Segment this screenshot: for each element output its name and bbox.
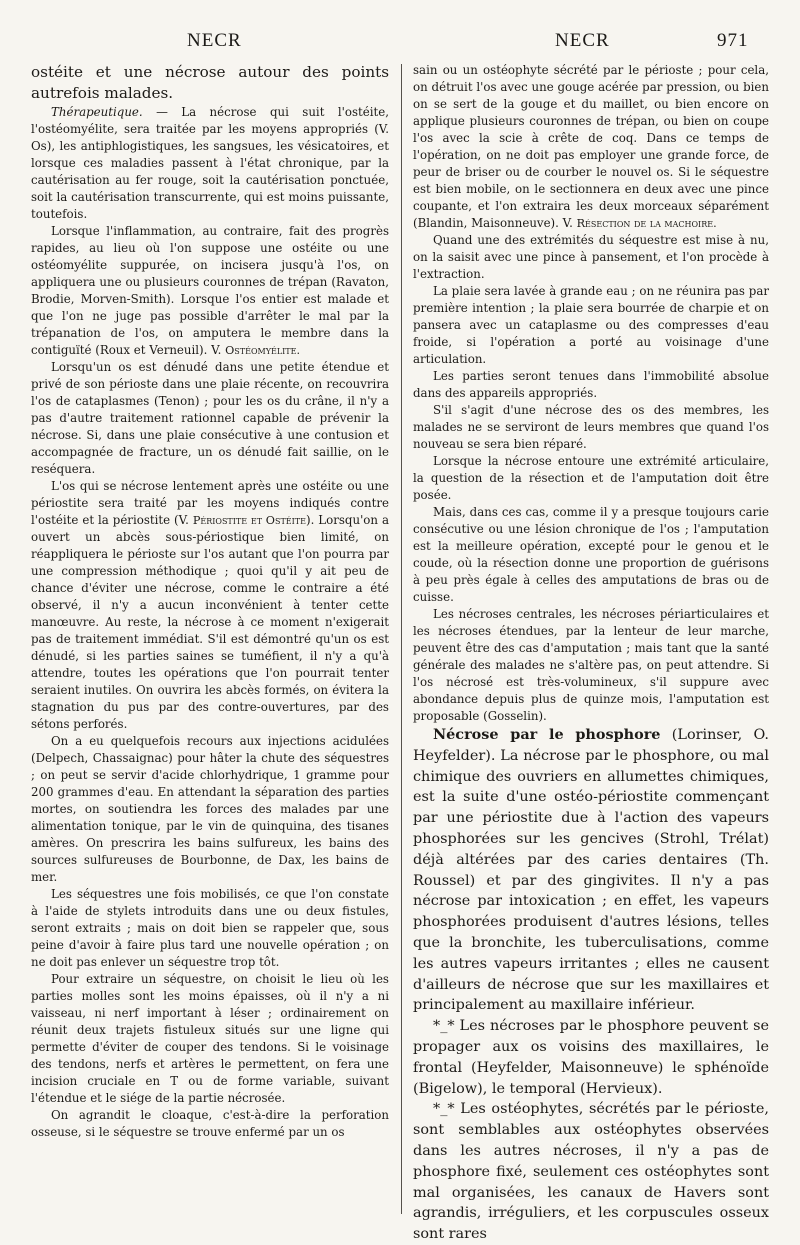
cross-reference: Ostéomyélite. (225, 344, 301, 358)
paragraph (413, 62, 769, 232)
paragraph-text: L'os qui se nécrose lentement après une ostéite ou une périostite sera traité par les moyens indiqués contre l'ostéite et la périostite (V. (31, 479, 389, 528)
running-header (0, 30, 800, 60)
entry-heading: Nécrose par le phosphore (433, 726, 661, 743)
paragraph-text: ). Lorsqu'on a ouvert un abcès sous-périostique bien limité, on réappliquera le périoste sur l'os autant que l'on pourra par une compression méthodique ; quoi qu'il y ait peu de chance d'éviter une nécrose, comme le contraire a été observé, il n'y a aucun inconvénient à tenter cette manœuvre. Au reste, la nécrose à ce moment n'exigerait pas de traitement immédiat. S'il est démontré qu'un os est dénudé, si les parties saines se tuméfient, il n'y a qu'à attendre, toutes les opérations que l'on pourrait tenter seraient inutiles. On ouvrira les abcès formés, on évitera la stagnation du pus par des contre-ouvertures, par des sétons perforés. (31, 513, 389, 732)
page-number: 971 (717, 30, 749, 51)
paragraph: Les nécroses centrales, les nécroses périarticulaires et les nécroses étendues, par la lenteur de leur marche, peuvent être des cas d'amputation ; mais tant que la santé générale des malades ne s'altère pas, on peut attendre. Si l'os nécrosé est très-volumineux, s'il suppure avec abondance depuis plus de quinze mois, l'amputation est proposable (Gosselin). (413, 607, 769, 723)
paragraph: Lorsqu'un os est dénudé dans une petite étendue et privé de son périoste dans une plaie récente, on recouvrira l'os de cataplasmes (Tenon) ; pour les os du crâne, il n'y a pas d'autre traitement rationnel capable de prévenir la nécrose. Si, dans une plaie consécutive à une contusion et accompagnée de fracture, un os dénudé fait saillie, on le reséquera. (31, 360, 389, 477)
paragraph-text: (Lorinser, O. Heyfelder). La nécrose par le phosphore, ou mal chimique des ouvriers en allumettes chimiques, est la suite d'une ostéo-périostite commençant par une périostite due à l'action des vapeurs phosphorées sur les gencives (Strohl, Trélat) déjà altérées par des caries dentaires (Th. Roussel) et par des gingivites. Il n'y a pas nécrose par intoxication ; en effet, les vapeurs phosphorées produisent d'autres lésions, telles que la bronchite, les tuberculisations, comme les autres vapeurs irritantes ; elles ne causent d'ailleurs de nécrose que sur les maxillaires et principalement au maxillaire inférieur. (413, 727, 769, 1014)
paragraph: Lorsque la nécrose entoure une extrémité articulaire, la question de la résection et de l'amputation doit être posée. (413, 454, 769, 502)
cross-reference: Périostite et Ostéite (192, 514, 306, 528)
paragraph: ostéite et une nécrose autour des points autrefois malades. (31, 63, 389, 103)
paragraph (31, 223, 389, 359)
paragraph-text: — La nécrose qui suit l'ostéite, l'ostéomyélite, sera traitée par les moyens appropriés (V. Os), les antiphlogistiques, les sangsues, les vésicatoires, et lorsque ces maladies passent à l'état chronique, par la cautérisation au fer rouge, soit la cautérisation ponctuée, soit la cautérisation transcurrente, qui est moins puissante, toutefois. (31, 105, 389, 222)
header-center-word: NECR (555, 30, 610, 51)
left-column (31, 62, 389, 1214)
section-label: Thérapeutique. (51, 105, 143, 120)
paragraph (413, 725, 769, 1016)
paragraph: Pour extraire un séquestre, on choisit le lieu où les parties molles sont les moins épaisses, où il n'y a ni vaisseau, ni nerf important à léser ; ordinairement on réunit deux trajets fistuleux situés sur une ligne qui permette d'éviter de couper des tendons. Si le voisinage des tendons, nerfs et artères le permettent, on fera une incision cruciale en T ou de forme variable, suivant l'étendue et le siége de la partie nécrosée. (31, 972, 389, 1106)
right-column (413, 62, 769, 1243)
paragraph: Quand une des extrémités du séquestre est mise à nu, on la saisit avec une pince à pansement, et l'on procède à l'extraction. (413, 233, 769, 281)
cross-reference: Résection de la machoire. (576, 217, 717, 230)
paragraph: *_* Les ostéophytes, sécrétés par le périoste, sont semblables aux ostéophytes observées dans les autres nécroses, il n'y a pas de phosphore fixé, seulement ces ostéophytes sont mal organisées, les canaux de Havers sont agrandis, irréguliers, et les corpuscules osseux sont rares (413, 1101, 769, 1243)
paragraph: Les parties seront tenues dans l'immobilité absolue dans des appareils appropriés. (413, 369, 769, 400)
paragraph-text: Lorsque l'inflammation, au contraire, fait des progrès rapides, au lieu où l'on suppose une ostéite ou une ostéomyélite suppurée, on incisera jusqu'à l'os, on appliquera une ou plusieurs couronnes de trépan (Ravaton, Brodie, Morven-Smith). Lorsque l'os entier est malade et que l'on ne juge pas possible d'arrêter le mal par la trépanation de l'os, on amputera le membre dans la contiguïté (Roux et Verneuil). V. (31, 224, 389, 358)
paragraph (31, 104, 389, 223)
paragraph: On a eu quelquefois recours aux injections acidulées (Delpech, Chassaignac) pour hâter la chute des séquestres ; on peut se servir d'acide chlorhydrique, 1 gramme pour 200 grammes d'eau. En attendant la séparation des parties mortes, on soutiendra les forces des malades par une alimentation tonique, par le vin de quinquina, des tisanes amères. On prescrira les bains sulfureux, les bains des sources sulfureuses de Bourbonne, de Dax, les bains de mer. (31, 734, 389, 885)
paragraph-text: sain ou un ostéophyte sécrété par le périoste ; pour cela, on détruit l'os avec une gouge acérée par pression, ou bien on se sert de la gouge et du maillet, ou bien encore on applique plusieurs couronnes de trépan, ou bien on coupe l'os avec la scie à crête de coq. Dans ce temps de l'opération, on ne doit pas employer une grande force, de peur de briser ou de courber le nouvel os. Si le séquestre est bien mobile, on le sectionnera en deux avec une pince coupante, et l'on extraira les deux morceaux séparément (Blandin, Maisonneuve). V. (413, 63, 769, 230)
paragraph: On agrandit le cloaque, c'est-à-dire la perforation osseuse, si le séquestre se trouve enfermé par un os (31, 1108, 389, 1140)
paragraph: Les séquestres une fois mobilisés, ce que l'on constate à l'aide de stylets introduits dans une ou deux fistules, seront extraits ; mais on doit bien se rappeler que, sous peine d'avoir à faire plus tard une nouvelle opération ; on ne doit pas enlever un séquestre trop tôt. (31, 887, 389, 970)
paragraph: Mais, dans ces cas, comme il y a presque toujours carie consécutive ou une lésion chronique de l'os ; l'amputation est la meilleure opération, excepté pour le genou et le coude, où la résection donne une proportion de guérisons à peu près égale à celles des amputations de bras ou de cuisse. (413, 505, 769, 604)
paragraph (31, 478, 389, 733)
paragraph: La plaie sera lavée à grande eau ; on ne réunira pas par première intention ; la plaie sera bourrée de charpie et on pansera avec un cataplasme ou des compresses d'eau froide, si l'opération a porté au voisinage d'une articulation. (413, 284, 769, 366)
column-divider (401, 64, 402, 1214)
paragraph: *_* Les nécroses par le phosphore peuvent se propager aux os voisins des maxillaires, le frontal (Heyfelder, Maisonneuve) le sphénoïde (Bigelow), le temporal (Hervieux). (413, 1018, 769, 1097)
paragraph: S'il s'agit d'une nécrose des os des membres, les malades ne se serviront de leurs membres que quand l'os nouveau se sera bien réparé. (413, 403, 769, 451)
header-left-word: NECR (187, 30, 242, 51)
